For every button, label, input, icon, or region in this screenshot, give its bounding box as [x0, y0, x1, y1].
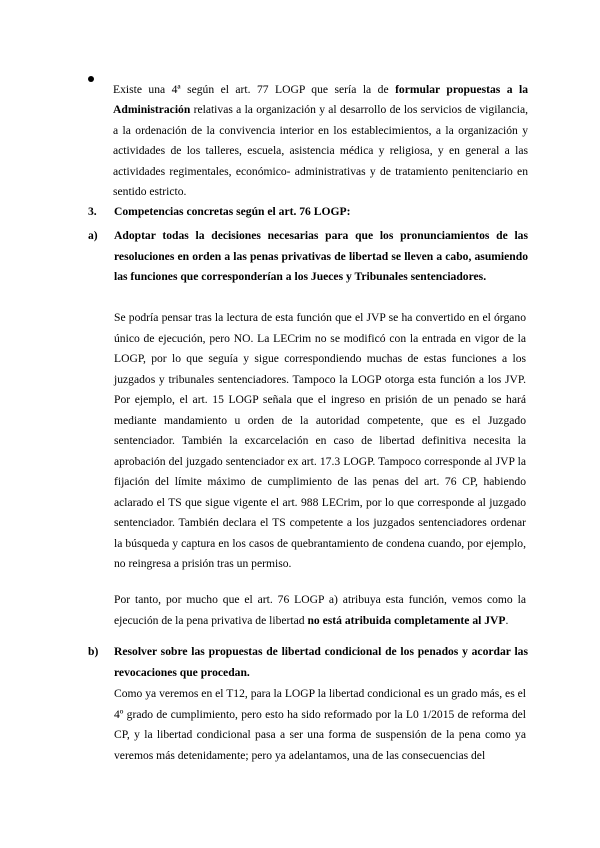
item-b-title: Resolver sobre las propuestas de libertad condicional de los penados y acordar las revocaciones que procedan. [114, 645, 528, 679]
item-a-paragraph-2-bold: no está atribuida completamente al JVP [307, 613, 506, 627]
item-a-heading [88, 226, 528, 288]
bullet-text: Existe una 4ª según el art. 77 LOGP que sería la de formular propuestas a la Administración relativas a la organización y al desarrollo de los servicios de vigilancia, a la ordenación de la convivencia interior en los establecimientos, a la organización y actividades de los talleres, escuela, asistencia médica y religiosa, y en general a las actividades regimentales, económico- administrativas y de tratamiento penitenciario en sentido estricto. [113, 82, 528, 199]
bullet-bold: formular propuestas a la Administración [113, 82, 528, 117]
item-b-paragraph-1: Como ya veremos en el T12, para la LOGP la libertad condicional es un grado más, es el 4º grado de cumplimiento, pero esto ha sido reformado por la L0 1/2015 de reforma del CP, y la libertad condicional pasa a ser una forma de suspensión de la pena como ya veremos más detenidamente; pero ya adelantamos, una de las consecuencias del [114, 687, 526, 762]
item-b-label: b) [88, 645, 99, 658]
item-a-paragraph-1: Se podría pensar tras la lectura de esta función que el JVP se ha convertido en el órgano único de ejecución, pero NO. La LECrim no se modificó con la entrada en vigor de la LOGP, por lo que seguía y sigue correspondiendo muchas de estas funciones a los juzgados y tribunales sentenciadores. Tampoco la LOGP otorga esta función a los JVP. Por ejemplo, el art. 15 LOGP señala que el ingreso en prisión de un penado se hará mediante mandamiento u orden de la autoridad competente, que es el Juzgado sentenciador. También la excarcelación en caso de libertad definitiva necesita la aprobación del juzgado sentenciador ex art. 17.3 LOGP. Tampoco corresponde al JVP la fijación del límite máximo de cumplimiento de las penas del art. 76 CP, habiendo aclarado el TS que sigue vigente el art. 988 LECrim, por lo que corresponde al juzgado sentenciador. También declara el TS competente a los juzgados sentenciadores ordenar la búsqueda y captura en los casos de quebrantamiento de condena cuando, por ejemplo, no reingresa a prisión tras un permiso. [114, 311, 526, 570]
section-3-title: Competencias concretas según el art. 76 LOGP: [114, 205, 351, 218]
item-a-label: a) [88, 229, 98, 242]
item-a-paragraph-2: Por tanto, por mucho que el art. 76 LOGP a) atribuya esta función, vemos como la ejecución de la pena privativa de libertad no está atribuida completamente al JVP. [114, 593, 526, 627]
section-3-number: 3. [88, 205, 97, 218]
item-b-heading [88, 642, 528, 683]
section-3-heading [88, 202, 528, 223]
bullet-dot-icon [88, 76, 94, 82]
item-a-title: Adoptar todas la decisiones necesarias para que los pronunciamientos de las resoluciones en orden a las penas privativas de libertad se lleven a cabo, asumiendo las funciones que corresponderían a los Jueces y Tribunales sentenciadores. [114, 229, 528, 283]
bullet-item [88, 68, 528, 214]
